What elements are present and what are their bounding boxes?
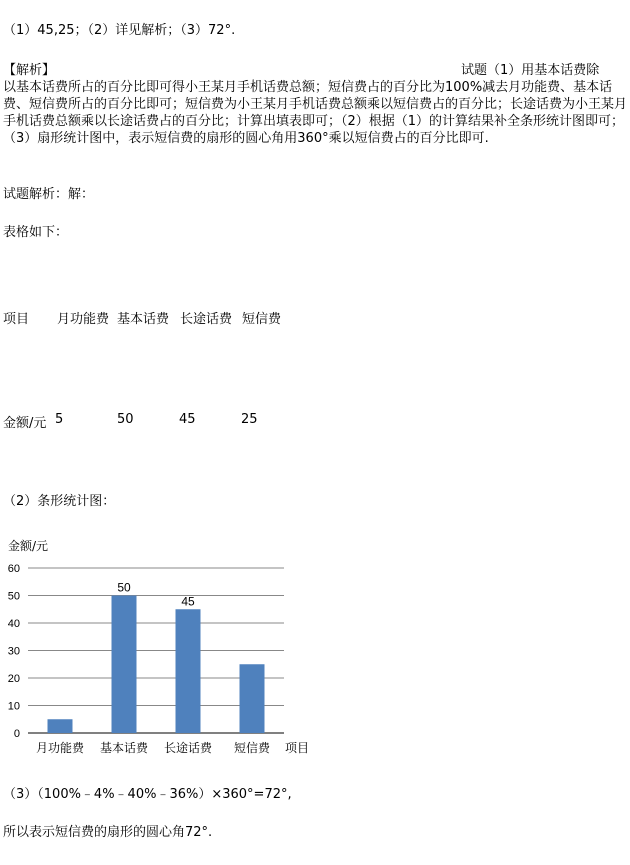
part3-line: （3）（100%﹣4%﹣40%﹣36%）×360°=72°, [3, 787, 292, 802]
table-cell-basic: 50 [117, 412, 134, 427]
table-cell-sms: 25 [241, 412, 258, 427]
bar [48, 719, 73, 733]
x-category-label: 长途话费 [163, 741, 213, 755]
y-axis-label: 金额/元 [8, 539, 49, 553]
x-axis-label: 项目 [285, 741, 310, 755]
part2-label: （2）条形统计图： [3, 494, 116, 509]
bar [240, 664, 265, 733]
table-label: 表格如下： [3, 225, 69, 240]
table-header-sms: 短信费 [242, 312, 282, 327]
analysis-lead: 试题（1）用基本话费除 [461, 63, 600, 78]
table-header-item: 项目 [3, 312, 30, 327]
answer-line: （1）45,25；（2）详见解析；（3）72°. [3, 23, 236, 38]
bar-data-label: 45 [181, 594, 195, 609]
bar [112, 596, 137, 734]
x-category-label: 月功能费 [35, 741, 85, 755]
y-tick-label: 50 [7, 590, 20, 603]
table-header-long: 长途话费 [180, 312, 233, 327]
x-category-label: 基本话费 [99, 741, 149, 755]
y-tick-label: 60 [7, 563, 20, 575]
solution-label: 试题解析：解： [3, 187, 95, 202]
table-header-basic: 基本话费 [117, 312, 170, 327]
y-tick-label: 10 [7, 700, 20, 713]
x-category-labels [36, 740, 271, 755]
chart-bars [48, 596, 265, 734]
x-category-label: 短信费 [233, 741, 271, 755]
analysis-title: 【解析】 [3, 63, 56, 78]
y-tick-label: 30 [7, 645, 20, 658]
y-tick-label: 0 [13, 728, 20, 740]
bar-data-label: 50 [117, 580, 131, 595]
bar-chart [0, 530, 330, 765]
table-cell-long: 45 [179, 412, 196, 427]
conclusion-line: 所以表示短信费的扇形的圆心角72°. [3, 825, 213, 840]
table-row-label: 金额/元 [3, 416, 47, 431]
table-cell-function: 5 [55, 412, 64, 427]
y-tick-labels [8, 563, 20, 740]
analysis-body: 以基本话费所占的百分比即可得小王某月手机话费总额；短信费占的百分比为100%减去月功能费、基本话费、短信费所占的百分比即可；短信费为小王某月手机话费总额乘以短信费占的百分比；长途话费为小王某月手机话费总额乘以长途话费占的百分比；计算出填表即可；（2）根据（1）的计算结果补全条形统计图即可；（3）扇形统计图中，表示短信费的扇形的圆心角用360°乘以短信费占的百分比即可. [3, 80, 628, 146]
y-tick-label: 40 [7, 618, 20, 630]
y-tick-label: 20 [7, 673, 20, 685]
table-header-function: 月功能费 [57, 312, 110, 327]
bar [176, 609, 201, 733]
